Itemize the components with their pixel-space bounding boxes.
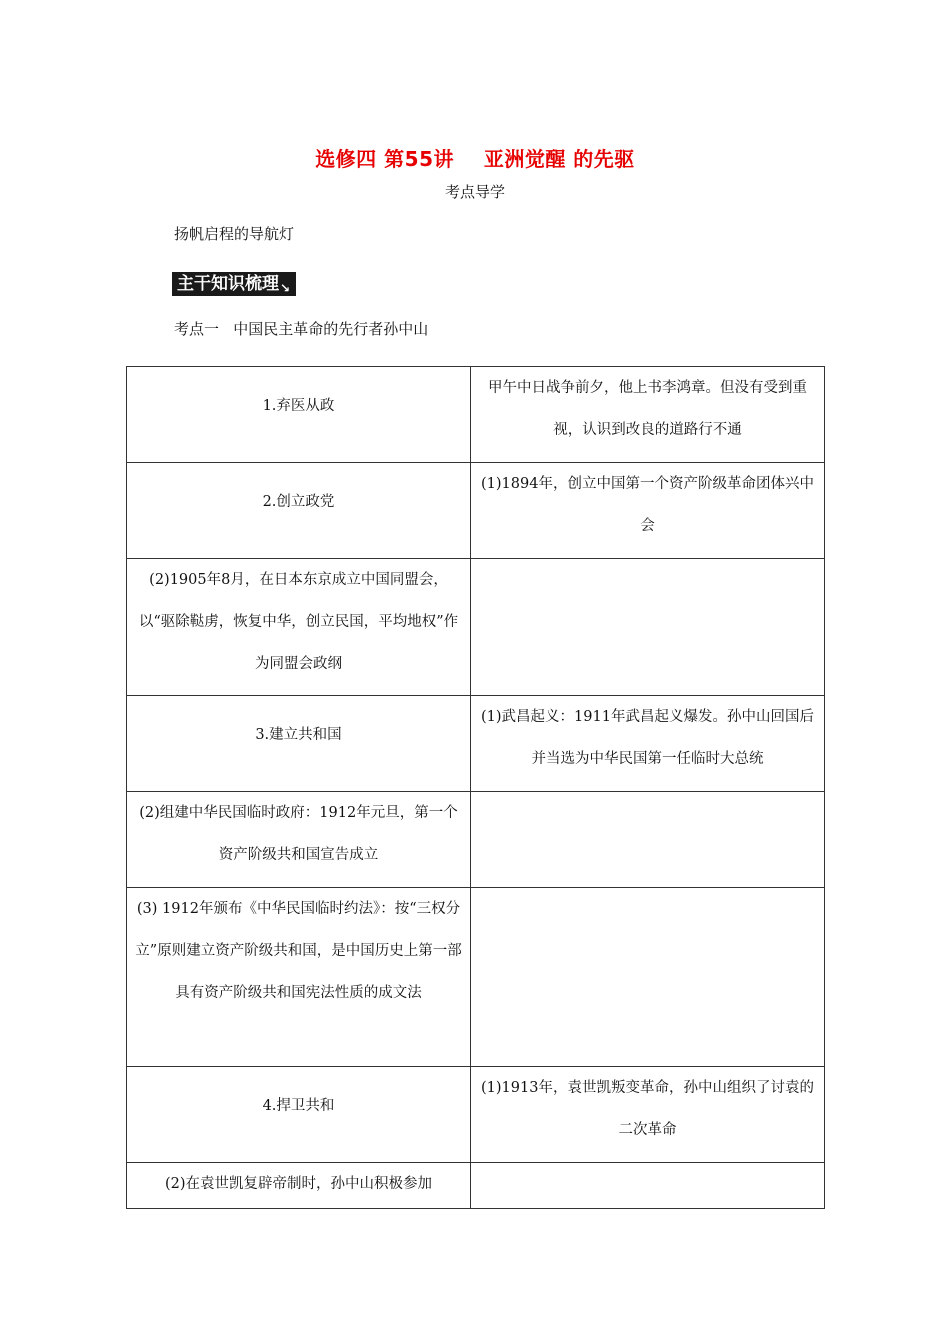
intro-text: 扬帆启程的导航灯 — [174, 225, 295, 243]
table-row — [127, 1163, 825, 1209]
cell-text: (3) 1912年颁布《中华民国临时约法》：按“三权分立”原则建立资产阶级共和国，是中国历史上第一部具有资产阶级共和国宪法性质的成文法 — [135, 901, 462, 1001]
table-cell-right — [471, 792, 825, 888]
arrow-down-right-icon: ↘ — [280, 281, 291, 295]
table-cell-right — [471, 559, 825, 696]
table-cell-right — [471, 463, 825, 559]
table-row — [127, 559, 825, 696]
cell-text: 2.创立政党 — [262, 494, 335, 510]
knowledge-table — [126, 366, 825, 1209]
cell-text: 甲午中日战争前夕，他上书李鸿章。但没有受到重视，认识到改良的道路行不通 — [488, 380, 807, 438]
table-cell-left — [127, 888, 471, 1067]
cell-text: 4.捍卫共和 — [262, 1098, 335, 1114]
table-cell-left — [127, 1163, 471, 1209]
table-cell-left — [127, 463, 471, 559]
table-cell-left — [127, 696, 471, 792]
table-cell-right — [471, 1067, 825, 1163]
cell-text: (1)武昌起义：1911年武昌起义爆发。孙中山回国后并当选为中华民国第一任临时大总统 — [481, 709, 814, 767]
section-badge-label: 主干知识梳理 — [177, 274, 279, 294]
table-cell-right — [471, 696, 825, 792]
table-row — [127, 888, 825, 1067]
section-badge — [172, 272, 296, 296]
table-row — [127, 367, 825, 463]
cell-text: (1)1913年，袁世凯叛变革命，孙中山组织了讨袁的二次革命 — [481, 1080, 814, 1138]
table-cell-right — [471, 888, 825, 1067]
table-cell-left — [127, 559, 471, 696]
table-row — [127, 1067, 825, 1163]
table-row — [127, 696, 825, 792]
cell-text: (2)在袁世凯复辟帝制时，孙中山积极参加 — [164, 1176, 433, 1192]
table-row — [127, 463, 825, 559]
cell-text: (1)1894年，创立中国第一个资产阶级革命团体兴中会 — [481, 476, 814, 534]
page-subtitle: 考点导学 — [444, 183, 505, 201]
table-cell-left — [127, 367, 471, 463]
cell-text: 1.弃医从政 — [262, 398, 335, 414]
table-cell-left — [127, 1067, 471, 1163]
cell-text: 3.建立共和国 — [255, 727, 342, 743]
table-cell-right — [471, 1163, 825, 1209]
topic-heading: 考点一 中国民主革命的先行者孙中山 — [174, 320, 429, 338]
table-cell-right — [471, 367, 825, 463]
cell-text: (2)组建中华民国临时政府：1912年元旦，第一个资产阶级共和国宣告成立 — [139, 805, 458, 863]
page-title: 选修四 第55讲 亚洲觉醒 的先驱 — [315, 147, 635, 171]
table-cell-left — [127, 792, 471, 888]
cell-text: (2)1905年8月，在日本东京成立中国同盟会，以“驱除鞑虏，恢复中华，创立民国，平均地权”作为同盟会政纲 — [138, 572, 459, 672]
table-row — [127, 792, 825, 888]
